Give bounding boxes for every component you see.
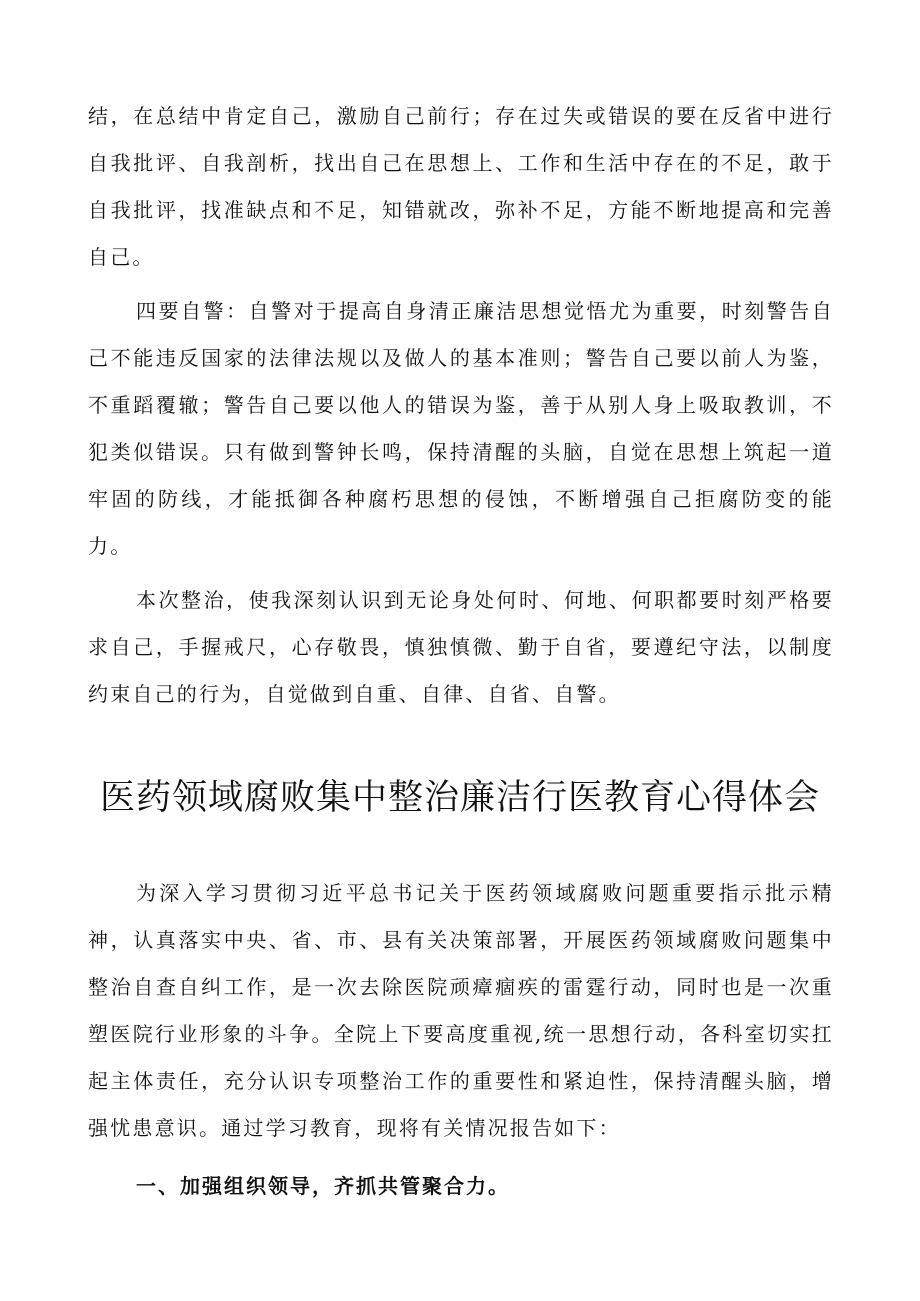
paragraph-conclusion: 本次整治，使我深刻认识到无论身处何时、何地、何职都要时刻严格要求自己，手握戒尺，心存敬畏，慎独慎微、勤于自省，要遵纪守法，以制度约束自己的行为，自觉做到自重、自律、自省、自警。 [88,588,834,706]
document-title: 医药领域腐败集中整治廉洁行医教育心得体会 [99,778,820,818]
section-heading: 一、加强组织领导，齐抓共管聚合力。 [136,1174,510,1198]
paragraph-self-summary: 结，在总结中肯定自己，激励自己前行；存在过失或错误的要在反省中进行自我批评、自我剖析，找出自己在思想上、工作和生活中存在的不足，敢于自我批评，找准缺点和不足，知错就改，弥补不足，方能不断地提高和完善自己。 [88,104,834,269]
paragraph-self-alert: 四要自警：自警对于提高自身清正廉洁思想觉悟尤为重要，时刻警告自己不能违反国家的法律法规以及做人的基本准则；警告自己要以前人为鉴，不重蹈覆辙；警告自己要以他人的错误为鉴，善于从别人身上吸取教训，不犯类似错误。只有做到警钟长鸣，保持清醒的头脑，自觉在思想上筑起一道牢固的防线，才能抵御各种腐朽思想的侵蚀，不断增强自己拒腐防变的能力。 [88,299,834,558]
paragraph-intro: 为深入学习贯彻习近平总书记关于医药领域腐败问题重要指示批示精神，认真落实中央、省、市、县有关决策部署，开展医药领域腐败问题集中整治自查自纠工作，是一次去除医院顽瘴痼疾的雷霆行动，同时也是一次重塑医院行业形象的斗争。全院上下要高度重视,统一思想行动，各科室切实扛起主体责任，充分认识专项整治工作的重要性和紧迫性，保持清醒头脑，增强忧患意识。通过学习教育，现将有关情况报告如下： [88,881,834,1140]
